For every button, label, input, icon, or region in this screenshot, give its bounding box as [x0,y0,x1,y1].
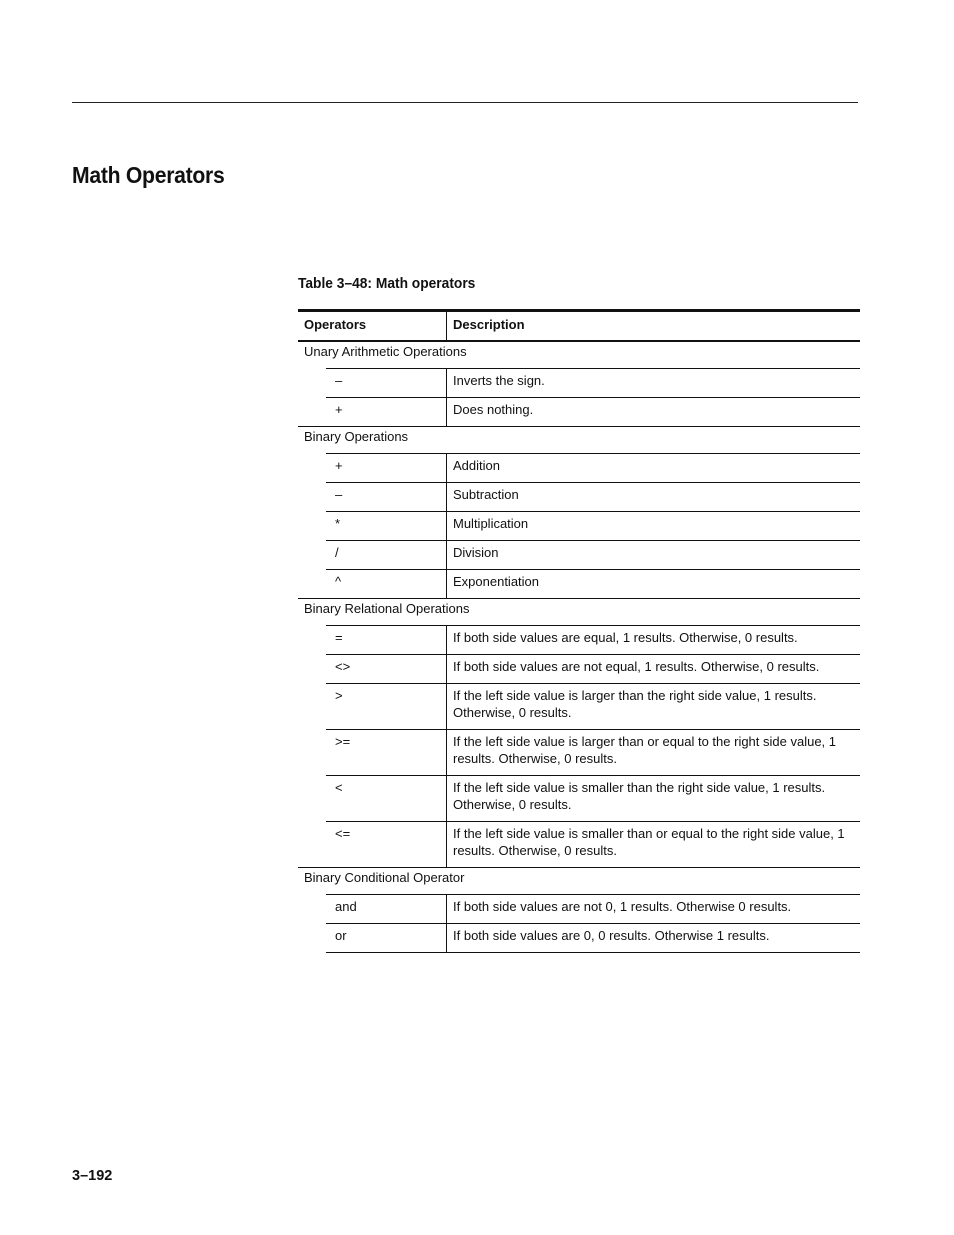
row-indent [298,895,326,924]
operator-cell: – [326,483,447,512]
group-row [298,341,860,369]
description-cell: Division [447,541,861,570]
operator-row [298,512,860,541]
operator-row [298,684,860,730]
row-indent [298,570,326,599]
table-body [298,341,860,953]
operator-cell: + [326,398,447,427]
description-cell: Exponentiation [447,570,861,599]
operators-column-header: Operators [298,311,447,342]
row-indent [298,483,326,512]
operator-row [298,730,860,776]
row-indent [298,541,326,570]
description-cell: Does nothing. [447,398,861,427]
description-cell: If the left side value is smaller than the right side value, 1 results. Otherwise, 0 results. [447,776,861,822]
operator-row [298,369,860,398]
operator-row [298,776,860,822]
operator-row [298,541,860,570]
group-label: Binary Conditional Operator [298,868,860,895]
row-indent [298,454,326,483]
math-operators-table [298,309,860,953]
operator-cell: > [326,684,447,730]
operator-cell: <= [326,822,447,868]
operator-row [298,895,860,924]
description-cell: If the left side value is larger than the right side value, 1 results. Otherwise, 0 results. [447,684,861,730]
row-indent [298,822,326,868]
operator-row [298,655,860,684]
description-cell: If both side values are 0, 0 results. Otherwise 1 results. [447,924,861,953]
page-number: 3–192 [72,1168,113,1184]
row-indent [298,398,326,427]
operator-row [298,454,860,483]
row-indent [298,655,326,684]
group-row [298,868,860,895]
operator-cell: ^ [326,570,447,599]
row-indent [298,924,326,953]
group-label: Unary Arithmetic Operations [304,344,467,359]
description-cell: If both side values are not equal, 1 results. Otherwise, 0 results. [447,655,861,684]
operator-cell: + [326,454,447,483]
description-cell: Addition [447,454,861,483]
operator-cell: – [326,369,447,398]
row-indent [298,684,326,730]
group-label: Binary Relational Operations [298,599,860,626]
row-indent [298,626,326,655]
description-cell: Subtraction [447,483,861,512]
operator-row [298,626,860,655]
operator-cell: = [326,626,447,655]
operator-row [298,483,860,512]
row-indent [298,512,326,541]
operator-cell: <> [326,655,447,684]
operator-row [298,822,860,868]
operator-row [298,924,860,953]
section-title: Math Operators [72,162,225,188]
operator-cell: and [326,895,447,924]
operator-row [298,570,860,599]
header-rule [72,102,858,103]
operator-cell: or [326,924,447,953]
description-cell: Inverts the sign. [447,369,861,398]
operator-cell: * [326,512,447,541]
table-caption: Table 3–48: Math operators [298,276,476,292]
operator-cell: >= [326,730,447,776]
table-header-row [298,311,860,342]
row-indent [298,369,326,398]
operator-cell: < [326,776,447,822]
operator-row [298,398,860,427]
description-cell: If both side values are not 0, 1 results. Otherwise 0 results. [447,895,861,924]
operator-cell: / [326,541,447,570]
description-cell: If the left side value is smaller than or equal to the right side value, 1 results. Otherwise, 0 results. [447,822,861,868]
group-row [298,427,860,454]
description-column-header: Description [453,317,525,332]
description-cell: Multiplication [447,512,861,541]
row-indent [298,776,326,822]
description-cell: If both side values are equal, 1 results. Otherwise, 0 results. [447,626,861,655]
group-label: Binary Operations [298,427,860,454]
group-row [298,599,860,626]
row-indent [298,730,326,776]
description-cell: If the left side value is larger than or equal to the right side value, 1 results. Otherwise, 0 results. [447,730,861,776]
